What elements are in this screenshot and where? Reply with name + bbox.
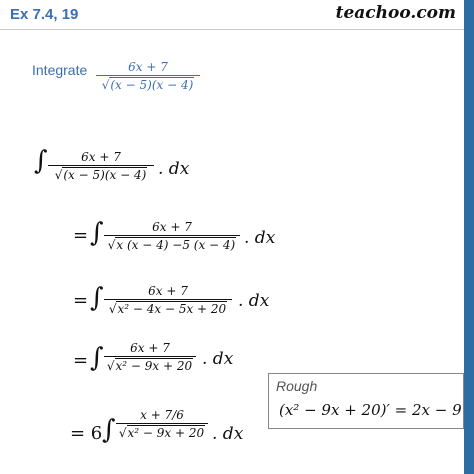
step4-numerator: 6x + 7 [130,341,170,355]
step4-fraction [104,341,196,374]
step3-equals: = [73,290,89,311]
integral-sign-5: ∫ [102,415,116,445]
question-numerator: 6x + 7 [128,60,168,74]
step1-dx: . dx [158,159,190,179]
question-label: Integrate [32,62,88,78]
integral-sign-1: ∫ [34,146,48,176]
integral-sign-2: ∫ [90,218,104,248]
step2-numerator: 6x + 7 [152,220,192,234]
right-accent-bar [464,0,474,474]
step4-dx: . dx [202,349,234,369]
brand-logo: teachoo.com [335,3,456,23]
question-denominator: √(x − 5)(x − 4) [101,78,194,92]
step4-denominator: √x² − 9x + 20 [106,359,193,373]
step3-denominator: √x² − 4x − 5x + 20 [108,302,227,316]
step3-fraction [104,284,232,317]
step5-denominator: √x² − 9x + 20 [118,426,205,440]
exercise-title: Ex 7.4, 19 [10,6,79,23]
rough-expression: (x² − 9x + 20)′ = 2x − 9 [279,401,462,419]
step1-denominator: √(x − 5)(x − 4) [54,168,147,182]
step5-dx: . dx [212,424,244,444]
step5-coefficient: = 6 [70,423,103,444]
header-divider [0,29,464,30]
integral-sign-3: ∫ [90,283,104,313]
step2-fraction [104,220,240,253]
step1-numerator: 6x + 7 [81,150,121,164]
step5-numerator: x + 7/6 [140,408,184,422]
step3-numerator: 6x + 7 [148,284,188,298]
step2-equals: = [73,225,89,246]
question-fraction [96,60,200,93]
step3-dx: . dx [238,291,270,311]
integral-sign-4: ∫ [90,343,104,373]
rough-label: Rough [276,378,318,394]
step2-dx: . dx [244,228,276,248]
step1-fraction [48,150,154,183]
step4-equals: = [73,350,89,371]
step2-denominator: √x (x − 4) −5 (x − 4) [107,238,236,252]
step5-fraction [116,408,208,441]
